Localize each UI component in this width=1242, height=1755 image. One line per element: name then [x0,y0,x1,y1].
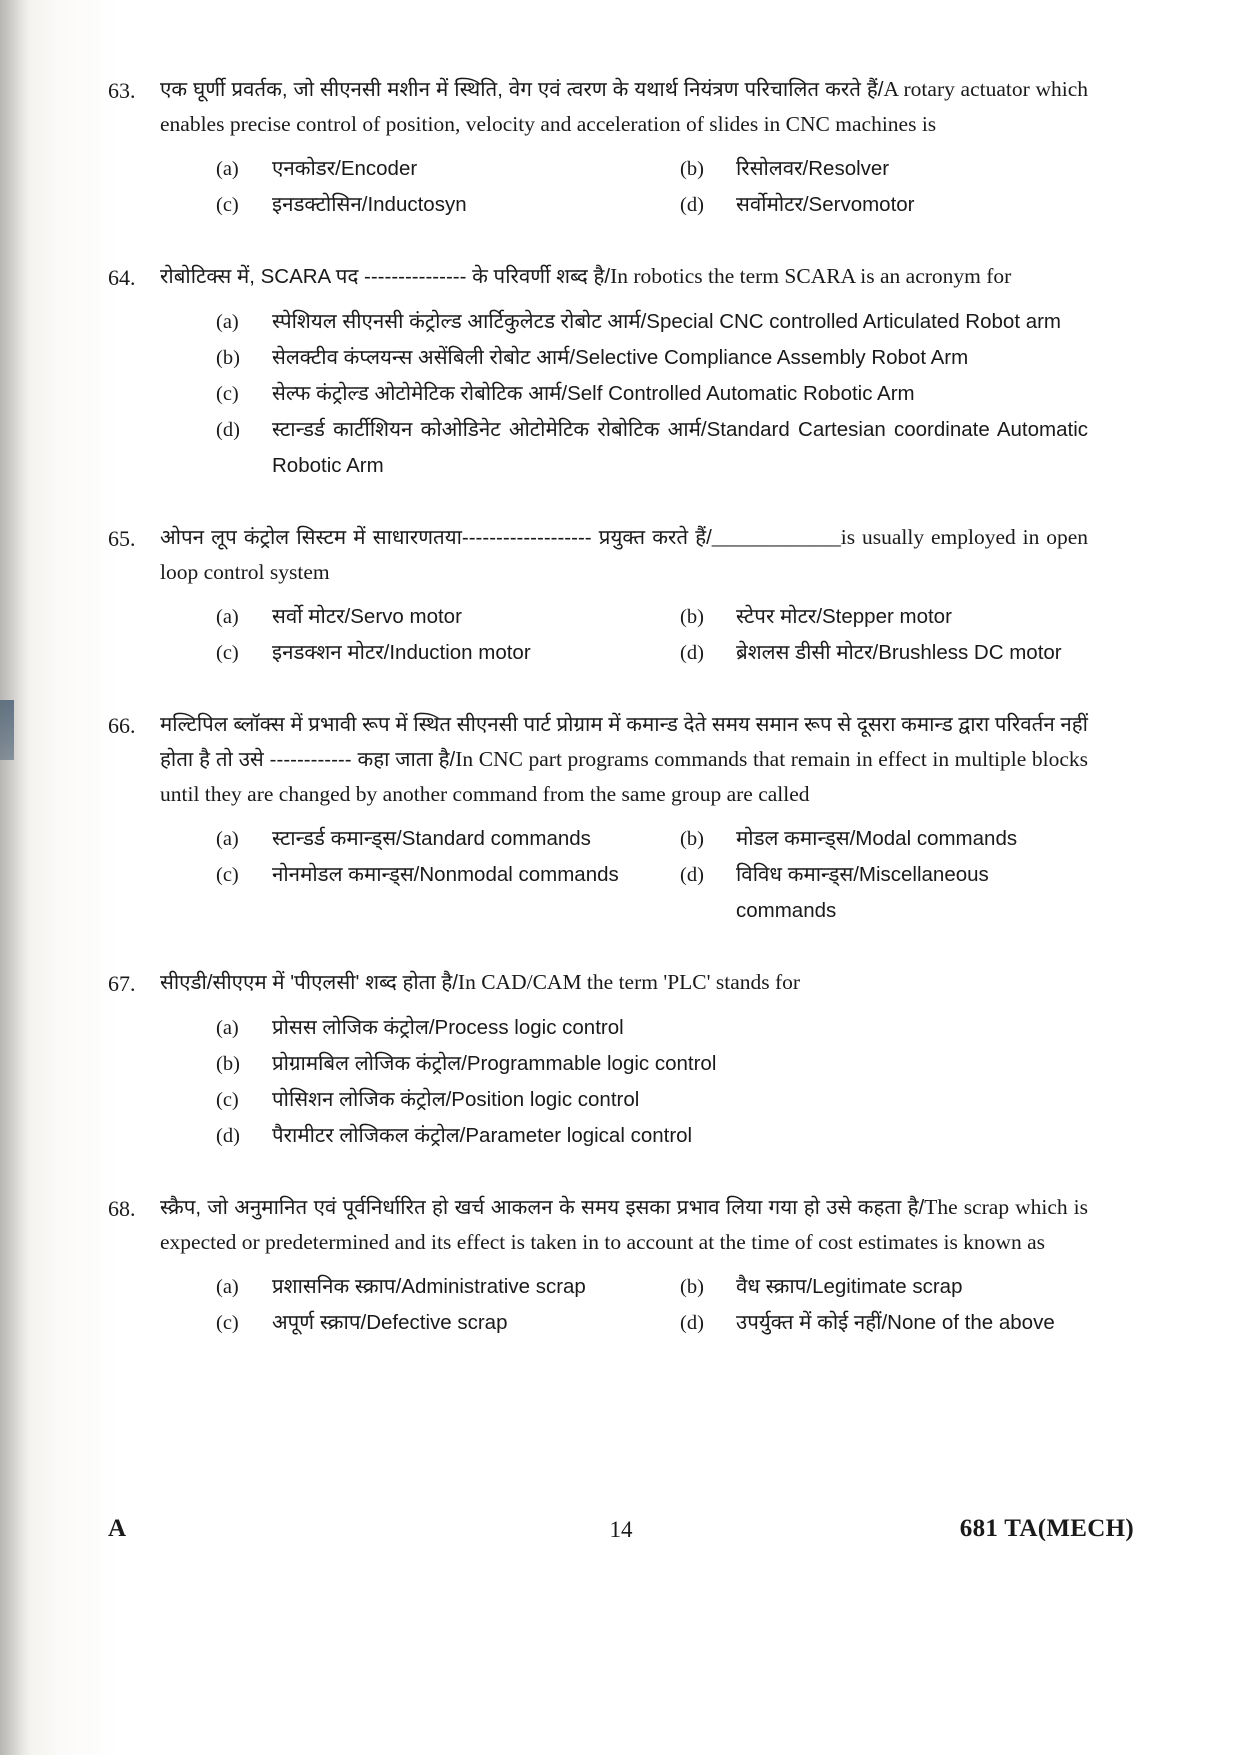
option-label: (b) [216,1053,240,1075]
option-b[interactable] [624,1269,1088,1305]
spacer [108,677,1088,707]
question-number: 67. [108,971,136,996]
option-a[interactable] [160,1010,1088,1046]
option-d[interactable] [160,412,1088,484]
option-list [160,1010,1088,1154]
option-label: (c) [216,383,239,405]
option-text: सर्वो मोटर/Servo motor [272,605,462,628]
option-label: (d) [216,1125,240,1147]
option-label: (a) [216,606,239,628]
option-label: (c) [216,1089,239,1111]
question-66 [108,707,1088,929]
option-text: प्रोग्रामबिल लोजिक कंट्रोल/Programmable logic control [272,1052,717,1075]
question-stem [160,259,1088,294]
option-text: इनडक्टोसिन/Inductosyn [272,193,467,216]
option-label: (a) [216,1276,239,1298]
option-label: (c) [216,1312,239,1334]
option-text: सेलक्टीव कंप्लयन्स असेंबिली रोबोट आर्म/Selective Compliance Assembly Robot Arm [272,346,969,369]
option-label: (b) [680,606,704,628]
option-label: (d) [680,1312,704,1334]
option-text: प्रोसस लोजिक कंट्रोल/Process logic control [272,1016,624,1039]
option-c[interactable] [160,635,624,671]
option-label: (d) [680,864,704,886]
option-text: पोसिशन लोजिक कंट्रोल/Position logic control [272,1088,640,1111]
question-63 [108,72,1088,223]
option-list [160,304,1088,484]
option-list [160,599,1088,671]
option-text: स्टान्डर्ड कमान्ड्स/Standard commands [272,827,591,850]
option-text: स्टान्डर्ड कार्टीशियन कोओडिनेट ओटोमेटिक रोबोटिक आर्म/Standard Cartesian coordinate Automatic Robotic Arm [272,418,1088,477]
option-label: (a) [216,311,239,333]
question-64 [108,259,1088,484]
option-text: ब्रेशलस डीसी मोटर/Brushless DC motor [736,641,1062,664]
option-text: नोनमोडल कमान्ड्स/Nonmodal commands [272,863,619,886]
option-a[interactable] [160,151,624,187]
option-text: वैध स्क्राप/Legitimate scrap [736,1275,963,1298]
option-a[interactable] [160,821,624,857]
question-stem [160,707,1088,811]
question-number: 65. [108,526,136,551]
option-d[interactable] [624,857,1088,929]
page-footer [108,1515,1134,1543]
option-b[interactable] [624,599,1088,635]
booklet-series-code: A [108,1515,127,1542]
question-number: 68. [108,1196,136,1221]
option-d[interactable] [624,635,1088,671]
option-d[interactable] [624,187,1088,223]
option-a[interactable] [160,304,1088,340]
option-text: स्टेपर मोटर/Stepper motor [736,605,952,628]
option-text: प्रशासनिक स्क्राप/Administrative scrap [272,1275,586,1298]
question-stem-english: ____________is usually employed in open loop control system [160,525,1088,584]
option-list [160,1269,1088,1341]
option-label: (c) [216,194,239,216]
question-stem-hindi: एक घूर्णी प्रवर्तक, जो सीएनसी मशीन में स्थिति, वेग एवं त्वरण के यथार्थ नियंत्रण परिचालित करते हैं/ [160,78,884,101]
question-stem-english: A rotary actuator which enables precise control of position, velocity and acceleration of slides in CNC machines is [160,77,1089,136]
question-number: 63. [108,78,136,103]
option-b[interactable] [160,340,1088,376]
option-text: मोडल कमान्ड्स/Modal commands [736,827,1018,850]
option-text: रिसोलवर/Resolver [736,157,890,180]
question-list [108,72,1088,1452]
option-text: अपूर्ण स्क्राप/Defective scrap [272,1311,508,1334]
option-text: उपर्युक्त में कोई नहीं/None of the above [736,1311,1055,1334]
spacer [108,1160,1088,1190]
question-65 [108,520,1088,671]
question-stem-english: In CAD/CAM the term 'PLC' stands for [457,970,801,994]
option-a[interactable] [160,599,624,635]
option-list [160,151,1088,223]
question-stem [160,965,1088,1000]
question-stem-hindi: सीएडी/सीएएम में 'पीएलसी' शब्द होता है/ [160,971,458,994]
question-number: 64. [108,265,136,290]
question-68 [108,1190,1088,1341]
binding-edge-mark [0,700,14,760]
option-label: (b) [680,1276,704,1298]
option-label: (d) [680,194,704,216]
spacer [108,935,1088,965]
question-stem-hindi: मल्टिपिल ब्लॉक्स में प्रभावी रूप में स्थित सीएनसी पार्ट प्रोग्राम में कमान्ड देते समय समान रूप से दूसरा कमान्ड द्वारा परिवर्तन नहीं होता है तो उसे ------------ कहा जाता है/ [160,713,1088,771]
option-d[interactable] [624,1305,1088,1341]
paper-code: 681 TA(MECH) [959,1515,1134,1542]
option-label: (d) [216,419,240,441]
question-67 [108,965,1088,1154]
option-label: (a) [216,158,239,180]
option-text: स्पेशियल सीएनसी कंट्रोल्ड आर्टिकुलेटड रोबोट आर्म/Special CNC controlled Articulated Robot arm [272,310,1062,333]
option-text: विविध कमान्ड्स/Miscellaneous commands [736,863,989,922]
option-label: (b) [680,828,704,850]
option-label: (c) [216,642,239,664]
option-label: (c) [216,864,239,886]
option-b[interactable] [624,821,1088,857]
question-stem-english: The scrap which is expected or predetermined and its effect is taken in to account at the time of cost estimates is known as [160,1195,1089,1254]
option-b[interactable] [624,151,1088,187]
option-d[interactable] [160,1118,1088,1154]
question-stem-hindi: रोबोटिक्स में, SCARA पद --------------- के परिवर्णी शब्द है/ [160,265,611,288]
option-text: एनकोडर/Encoder [272,157,418,180]
question-stem [160,520,1088,589]
option-label: (a) [216,1017,239,1039]
spacer [108,229,1088,259]
option-text: इनडक्शन मोटर/Induction motor [272,641,531,664]
question-stem [160,72,1088,141]
question-stem-hindi: स्क्रैप, जो अनुमानित एवं पूर्वनिर्धारित हो खर्च आकलन के समय इसका प्रभाव लिया गया हो उसे कहता है/ [160,1196,925,1219]
option-label: (d) [680,642,704,664]
page-number: 14 [609,1517,633,1542]
option-c[interactable] [160,1082,1088,1118]
option-label: (b) [216,347,240,369]
question-stem-english: In CNC part programs commands that remain in effect in multiple blocks until they are changed by another command from the same group are called [160,747,1088,806]
option-c[interactable] [160,376,1088,412]
question-stem-hindi: ओपन लूप कंट्रोल सिस्टम में साधारणतया------------------- प्रयुक्त करते हैं/ [160,526,712,549]
option-c[interactable] [160,187,624,223]
option-c[interactable] [160,1305,624,1341]
option-label: (a) [216,828,239,850]
question-stem-english: In robotics the term SCARA is an acronym for [610,264,1012,288]
question-number: 66. [108,713,136,738]
option-a[interactable] [160,1269,624,1305]
option-text: सर्वोमोटर/Servomotor [736,193,915,216]
option-b[interactable] [160,1046,1088,1082]
question-stem [160,1190,1088,1259]
option-text: सेल्फ कंट्रोल्ड ओटोमेटिक रोबोटिक आर्म/Self Controlled Automatic Robotic Arm [272,382,915,405]
spacer [108,490,1088,520]
option-c[interactable] [160,857,624,929]
option-list [160,821,1088,929]
option-label: (b) [680,158,704,180]
option-text: पैरामीटर लोजिकल कंट्रोल/Parameter logical control [272,1124,693,1147]
